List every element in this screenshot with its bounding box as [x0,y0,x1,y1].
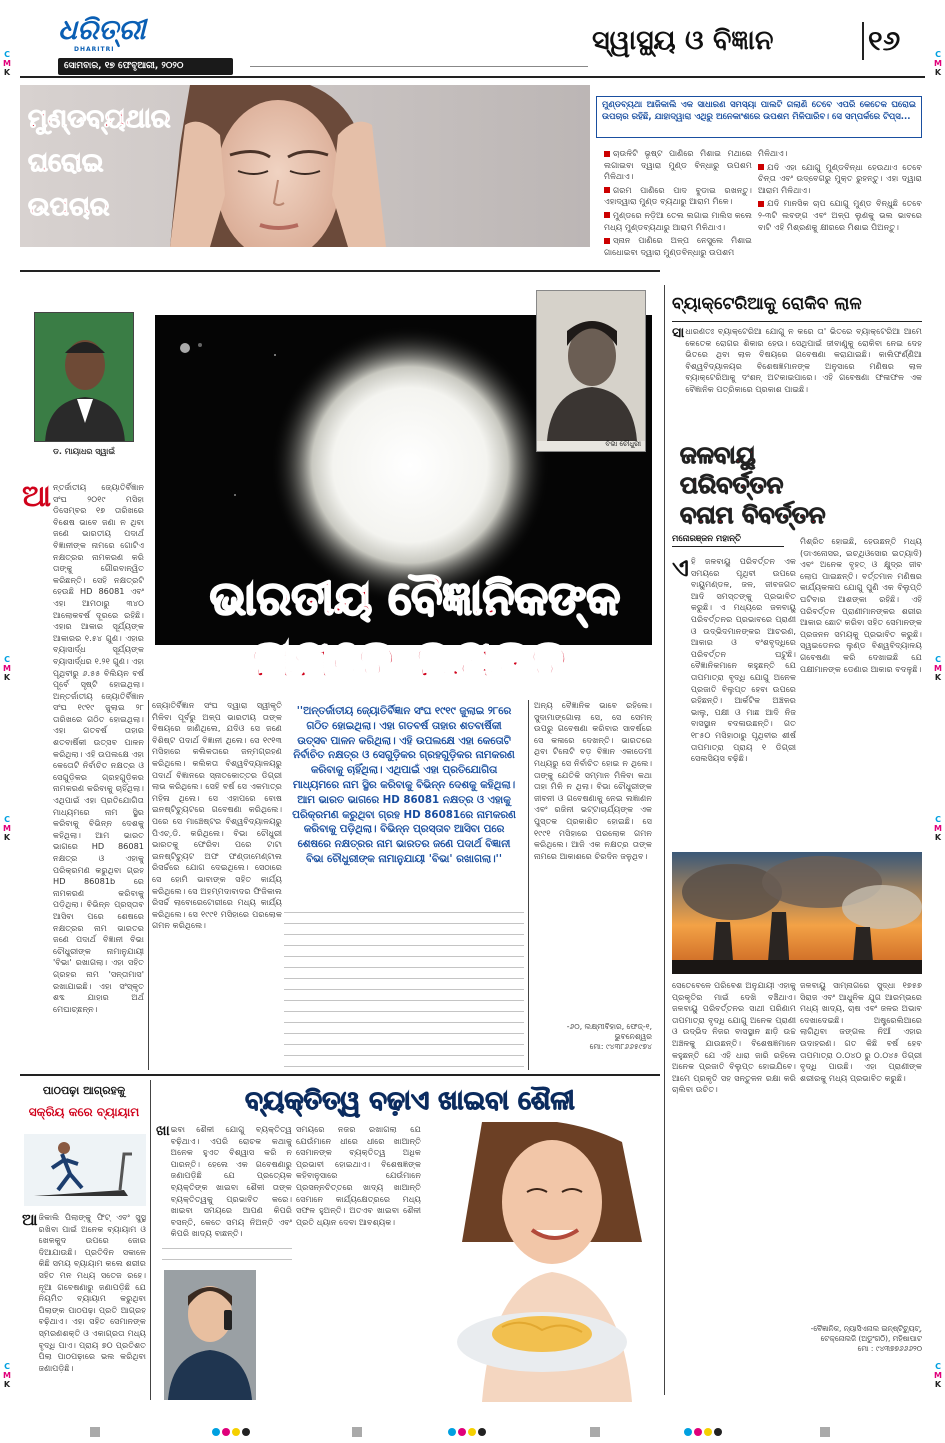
logo-text: ଧରିତ୍ରୀ [58,13,146,46]
exercise-title [22,1080,146,1128]
bacteria-body [672,326,922,428]
exercise-title-line2: ସକ୍ରିୟ କରେ ବ୍ୟାୟାମ [28,1105,140,1119]
lower-section-rule [20,1074,660,1076]
treadmill-runner-illustration [24,1134,146,1206]
star-text-col3 [284,912,524,1072]
headache-title-line1: ମୁଣ୍ଡବ୍ୟଥାର [28,104,171,134]
star-text-col2: ଜ୍ୟୋତିର୍ବିଜ୍ଞାନ ସଂଘ ଦ୍ୱାରା ସ୍ୱୀକୃତି ମିଳିବା ପୂର୍ବରୁ ଅଳ୍ପ ଭାରତୀୟ ତାଙ୍କ ବିଷୟରେ ଜାଣିଥିଲେ, ଯଦିଓ ସେ ଜଣେ ବିଶିଷ୍ଟ ପଦାର୍ଥ ବିଜ୍ଞାନୀ ଥିଲେ। ସେ ୧୯୧୩ ମସିହାରେ କଲିକତାରେ ଜନ୍ମଗ୍ରହଣ କରିଥିଲେ। କଲିକତା ବିଶ୍ୱବିଦ୍ୟାଳୟରୁ ପଦାର୍ଥ ବିଜ୍ଞାନରେ ସ୍ନାତକୋତ୍ତର ଡିଗ୍ରୀ ଲାଭ କରିଥିଲେ। ସେହି ବର୍ଷ ସେ ଏକମାତ୍ର ମହିଳା ଥିଲେ। ସେ ଏହାପରେ ବୋଷ ଇନଷ୍ଟିଚ୍ୟୁଟରେ ଗବେଷଣା କରିଥିଲେ। ପରେ ସେ ମାଞ୍ଚେଷ୍ଟର ବିଶ୍ୱବିଦ୍ୟାଳୟରୁ ପିଏଚ୍.ଡି. କରିଥିଲେ। ବିଭା ଚୌଧୁରୀ ଭାରତକୁ ଫେରିବା ପରେ ଟାଟା ଇନଷ୍ଟିଚ୍ୟୁଟ ଅଫ ଫଣ୍ଡାମେଣ୍ଟାଲ ରିସର୍ଚ୍ଚରେ ଯୋଗ ଦେଇଥିଲେ। ସେଠାରେ ସେ ହୋମି ଭାବାଙ୍କ ସହିତ କାର୍ଯ୍ୟ କରିଥିଲେ। ସେ ଅହମ୍ମଦାବାଦର ଫିଜିକାଲ ରିସର୍ଚ୍ଚ ଲାବୋରେଟୋରୀରେ ମଧ୍ୟ କାର୍ଯ୍ୟ କରିଥିଲେ। ସେ ୧୯୯୧ ମସିହାରେ ପରଲୋକ ଗମନ କରିଥିଲେ। [152,700,282,931]
climate-signoff: -ବୈଜ୍ଞାନିକ, ନ୍ୟାସିଏନାଲ ଇନ୍ଷ୍ଟିଚ୍ୟୁଟ୍, ଟେକ୍ନୋଲଜି (ଅଡୁଂଗଠି), ମହିଷାପାଟ [810,1324,922,1343]
diet-title-box [164,1084,656,1118]
headache-title-line2: ଘରୋଇ [28,148,104,178]
registration-mark-mid-left: C M K [3,655,11,682]
exercise-title-line1: ପାଠପଢ଼ା ଆଗ୍ରହକୁ [42,1084,126,1097]
diet-text-3 [162,1248,292,1268]
star-pull-quote: ''ଅନ୍ତର୍ଜାତୀୟ ଜ୍ୟୋତିର୍ବିଜ୍ଞାନ ସଂଘ ୧୯୧୯ ଜୁଲାଇ ୨୮ରେ ଗଠିତ ହୋଇଥିଲା। ଏହା ଗତବର୍ଷ ତାହାର ଶତବାର୍ଷିକୀ ଉତ୍ସବ ପାଳନ କରିଥିଲା। ଏହି ଉପଲକ୍ଷେ ଏହା କେତୋଟି ନିର୍ବାଚିତ ନକ୍ଷତ୍ର ଓ ସେଗୁଡ଼ିକର ଗ୍ରହଗୁଡ଼ିକର ନାମକରଣ କରିବାକୁ ଚାହିଁଥିଲା। ଏଥିପାଇଁ ଏହା ପ୍ରତିଯୋଗିତା ମାଧ୍ୟମରେ ନାମ ସ୍ଥିର କରିବାକୁ ବିଭିନ୍ନ ଦେଶକୁ କହିଥିଲା। ଆମ ଭାରତ ଭାଗରେ HD 86081 ନକ୍ଷତ୍ର ଓ ଏହାକୁ ପରିକ୍ରମଣ କରୁଥିବା ଗ୍ରହ HD 86081ରେ ନାମକରଣ କରିବାକୁ ପଡ଼ିଥିଲା। ବିଭିନ୍ନ ପ୍ରସ୍ତାବ ଆସିବା ପରେ ଶେଷରେ ନକ୍ଷତ୍ରର ନାମ ଭାରତର ଜଣେ ପଦାର୍ଥ ବିଜ୍ଞାନୀ ବିଭା ଚୌଧୁରୀଙ୍କ ନାମାନୁଯାୟୀ 'ବିଭା' ରଖାଗଲା।'' [292,705,516,865]
exercise-body [22,1212,146,1402]
author-portrait [35,313,134,442]
factory-smoke-illustration [672,852,922,974]
tip-item: ଯଦି ଏହା ଯୋଗୁ ମୁଣ୍ଡବିନ୍ଧା ହେଉଥାଏ ତେବେ ଚିନ୍ତା ଏବଂ ଉଦ୍ବେଗରୁ ମୁକ୍ତ ରୁହନ୍ତୁ। ଏହା ଦ୍ୱାରା ଆରାମ ମିଳିଥାଏ। [758,161,922,195]
column-divider [148,700,149,1070]
right-column-divider [664,285,665,1395]
man-on-phone-illustration [164,1270,256,1400]
tip-item: ମୁଣ୍ଡରେ ନଡ଼ିଆ ତେଲ ଲଗାଇ ମାଲିସ କଲେ ମଧ୍ୟ ମୁଣ୍ଡବ୍ୟଥାରୁ ଆରାମ ମିଳିଥାଏ। [604,209,752,232]
diet-column-1 [156,1124,292,1244]
section-header [592,18,892,64]
climate-title-line1: ଜଳବାୟୁ [680,441,756,469]
climate-column-3 [672,980,796,1380]
bacteria-title: ବ୍ୟାକ୍ଟେରିଆକୁ ରୋକିବ ଲାଳ [672,294,862,314]
column-divider [528,700,529,1070]
star-text-col1: ନ୍ତର୍ଜାତୀୟ ଜ୍ୟୋତିର୍ବିଜ୍ଞାନ ସଂଘ ୨୦୧୯ ମସିହା ଡିସେମ୍ବର ୧୭ ତାରିଖରେ ବିଶେଷ ଭାବେ ଜଣା ନ ଥିବା ଜଣେ ଭାରତୀୟ ପଦାର୍ଥ ବିଜ୍ଞାନୀଙ୍କ ନାମରେ ଗୋଟିଏ ନକ୍ଷତ୍ରର ନାମକରଣ କରି ତାଙ୍କୁ ଗୌରବାନ୍ୱିତ କରିଛନ୍ତି। ସେହି ନକ୍ଷତ୍ରଟି ହେଉଛି HD 86081 ଏବଂ ଏହା ଆମଠାରୁ ୩୪୦ ଆଲୋକବର୍ଷ ଦୂରରେ ରହିଛି। ଏହାର ଆକାର ସୂର୍ଯ୍ୟଙ୍କ ଆକାରର ୧.୫୪ ଗୁଣ। ଏହାର ବ୍ୟାସାର୍ଦ୍ଧ ସୂର୍ଯ୍ୟଙ୍କ ବ୍ୟାସାର୍ଦ୍ଧର ୧.୨୧ ଗୁଣ। ଏହା ପୃଥିବୀରୁ ୬.୫୫ ବିଲିୟନ ବର୍ଷ ପୂର୍ବେ ସୃଷ୍ଟି ହୋଇଥିଲା। ଅନ୍ତର୍ଜାତୀୟ ଜ୍ୟୋତିର୍ବିଜ୍ଞାନ ସଂଘ ୧୯୧୯ ଜୁଲାଇ ୨୮ ତାରିଖରେ ଗଠିତ ହୋଇଥିଲା। ଏହା ଗତବର୍ଷ ତାହାର ଶତବାର୍ଷିକୀ ଉତ୍ସବ ପାଳନ କରିଥିଲା। ଏହି ଉପଲକ୍ଷେ ଏହା କେତୋଟି ନିର୍ବାଚିତ ନକ୍ଷତ୍ର ଓ ସେଗୁଡ଼ିକର ଗ୍ରହଗୁଡ଼ିକର ନାମକରଣ କରିବାକୁ ଚାହିଁଥିଲା। ଏଥିପାଇଁ ଏହା ପ୍ରତିଯୋଗିତା ମାଧ୍ୟମରେ ନାମ ସ୍ଥିର କରିବାକୁ ବିଭିନ୍ନ ଦେଶକୁ କହିଥିଲା। ଆମ ଭାରତ ଭାଗରେ HD 86081 ନକ୍ଷତ୍ର ଓ ଏହାକୁ ପରିକ୍ରମଣ କରୁଥିବା ଗ୍ରହ HD 86081b ରେ ନାମକରଣ କରିବାକୁ ପଡ଼ିଥିଲା। ବିଭିନ୍ନ ପ୍ରସ୍ତାବ ଆସିବା ପରେ ଶେଷରେ ନକ୍ଷତ୍ରର ନାମ ଭାରତର ଜଣେ ପଦାର୍ଥ ବିଜ୍ଞାନୀ ବିଭା ଚୌଧୁରୀଙ୍କ ନାମାନୁଯାୟୀ 'ବିଭା' ରଖାଗଲା। ଏହା ସହିତ ଗ୍ରହର ନାମ 'ସନ୍ତାମାସ' ରଖାଯାଇଛି। ଏହା ସଂସ୍କୃତ ଶବ୍ଦ ଯାହାର ଅର୍ଥ ମେଘାଚ୍ଛନ୍ନ। [53,482,144,1014]
dropcap: ଖା [156,1123,170,1139]
bullet-icon [758,201,764,207]
climate-author: ମନୋରଞ୍ଜନ ମହାନ୍ତି [672,534,784,547]
bacteria-title-box [672,290,922,318]
star-column-4 [534,700,652,1070]
page-number-text: ୧୬ [868,24,901,57]
climate-author-box [672,534,784,547]
star-headline-2 [200,630,620,690]
star-phone: ମୋ: ୯୪୩୮୬୬୫୯୭୪ [589,1042,652,1051]
bullet-icon [604,238,610,244]
registration-mark-bottom-right: C M K [934,1362,942,1389]
bullet-icon [604,187,610,193]
bullet-icon [758,164,764,170]
climate-column-1 [672,556,796,846]
climate-title-line2: ପରିବର୍ତ୍ତନ [680,471,784,499]
bullet-icon [604,151,610,157]
headache-intro: ମୁଣ୍ଡବ୍ୟଥା ଆଜିକାଲି ଏକ ସାଧାରଣ ସମସ୍ୟା ପାଲଟି ଗଲାଣି ତେବେ ଏପରି କେତେକ ଘରୋଇ ଉପଚାର ରହିଛି, ଯାହାଦ୍ୱାରା ଏଥିରୁ ଅନେକାଂଶରେ ଉପଶମ ମିଳିପାରିବ। ସେ ସମ୍ପର୍କରେ ଟିପ୍ସ... [602,100,916,122]
tip-item: ଚାଉଳିଟି ଭୃଷ୍ଟ ପାଣିରେ ମିଶାଇ ମଥାରେ ଲଗାଇବା ଦ୍ୱାରା ମୁଣ୍ଡ ବିନ୍ଧାରୁ ଉପଶମ ମିଳିଥାଏ। [604,148,752,182]
registration-mark-lower-right: C M K [934,815,942,842]
page-number-divider [862,22,864,60]
climate-photo [672,852,922,974]
registration-mark-top-left: C M K [3,50,11,77]
column-divider [150,1080,151,1400]
headache-intro-box [596,96,922,138]
woman-pasta-photo [422,1122,656,1402]
exercise-text: ଜିକାଲି ପିଲାଙ୍କୁ ଫିଟ୍ ଏବଂ ସୁସ୍ଥ ରଖିବା ପାଇଁ ଅନେକ ବ୍ୟାୟାମ ଓ ଖେଳକୁଦ ଉପରେ ଜୋର ଦିଆଯାଉଛି। ପ୍ରତିଦିନ ସକାଳେ କିଛି ସମୟ ବ୍ୟାୟାମ କଲେ ଶରୀର ସହିତ ମନ ମଧ୍ୟ ସତେଜ ରହେ। ନୂଆ ଗବେଷଣାରୁ ଜଣାପଡ଼ିଛି ଯେ ନିୟମିତ ବ୍ୟାୟାମ କରୁଥିବା ପିଲାଙ୍କ ପାଠପଢ଼ା ପ୍ରତି ଆଗ୍ରହ ବଢ଼ିଥାଏ। ଏହା ସହିତ ସେମାନଙ୍କ ସ୍ମରଣଶକ୍ତି ଓ ଏକାଗ୍ରତା ମଧ୍ୟ ବୃଦ୍ଧି ପାଏ। ପ୍ରାୟ ୭୦ ପ୍ରତିଶତ ପିଲା ପାଠପଢ଼ାରେ ଭଲ କରିଥିବା ଜଣାପଡ଼ିଛି। [38,1212,146,1373]
star-byline: -୬୦, ଲକ୍ଷ୍ମୀବିହାର, ଫେଜ୍-୧, ଭୁବନେଶ୍ୱର [566,1022,652,1041]
dropcap: ସା [672,325,685,341]
author-photo [34,312,134,442]
printer-color-marks [90,1426,910,1438]
climate-text-1: ହି ଜଳବାୟୁ ପରିବର୍ତ୍ତନ ଏକ ସମୟରେ ପୃଥିବୀ ଉପରେ ବାୟୁମଣ୍ଡଳ, ଜଳ, ଜୀବଜଗତ ଆଦି ସମସ୍ତଙ୍କୁ ପ୍ରଭାବିତ କରୁଛି। ଏ ମଧ୍ୟରେ ଜଳବାୟୁ ପରିବର୍ତ୍ତନର ପ୍ରଭାବରେ ପ୍ରାଣୀ ଓ ଉଦ୍ଭିଦମାନଙ୍କର ଆଚରଣ, ଆକାର ଓ ବଂଶବୃଦ୍ଧିରେ ପରିବର୍ତ୍ତନ ଘଟୁଛି। ବୈଜ୍ଞାନିକମାନେ କହୁଛନ୍ତି ଯେ ତାପମାତ୍ରା ବୃଦ୍ଧି ଯୋଗୁ ଅନେକ ପ୍ରଜାତି ବିଲୁପ୍ତ ହେବା ଉପରେ ରହିଛନ୍ତି। ଆର୍କଟିକ ଅଞ୍ଚଳର ଭାଲୁ, ପକ୍ଷୀ ଓ ମାଛ ଆଦି ନିଜ ବାସସ୍ଥାନ ବଦଳାଉଛନ୍ତି। ଗତ ୧୮୫୦ ମସିହାଠାରୁ ପୃଥିବୀର ଶୀର୍ଷ ତାପମାତ୍ରା ପ୍ରାୟ ୧ ଡିଗ୍ରୀ ସେଲସିୟସ ବଢ଼ିଛି। [690,556,796,764]
masthead-logo [58,13,146,56]
section-title: ସ୍ୱାସ୍ଥ୍ୟ ଓ ବିଜ୍ଞାନ [592,25,774,56]
diet-title: ବ୍ୟକ୍ତିତ୍ୱ ବଢ଼ାଏ ଖାଇବା ଶୈଳୀ [245,1086,575,1116]
bacteria-rule [672,321,922,322]
star-headline-line2: ନାମରେ ନକ୍ଷତ୍ର [250,630,570,690]
dropcap: ଏ [672,554,689,582]
climate-text-4: ଜଳବାୟୁ ସାମ୍ନାଗରେ ସୁଦ୍ଧା ୧୭୫୭ ସିରାଜ ଏବଂ ଆଧୁନିକ ଯୁଗ ଆରମ୍ଭରେ ମଧ୍ୟ ଖାଦ୍ୟ, ଚାଷ ଏବଂ ଜଳର ଅଭାବ ଦେଖାଦେଇଛି। ଅଷ୍ଟ୍ରେଲିଆରେ ଲାଗିଥିବା ଜଙ୍ଗଲ ନିଆଁ ଏହାର ଉଦାହରଣ। ଗତ କିଛି ବର୍ଷ ହେବ ତାପମାତ୍ରା ୦.୦୪୦ ରୁ ୦.୦୪୫ ଡିଗ୍ରୀ ବୃଦ୍ଧି ପାଉଛି। ଏହା ପ୍ରାଣୀଙ୍କ ଶରୀରକୁ ମଧ୍ୟ ପ୍ରଭାବିତ କରୁଛି। [800,980,922,1083]
dropcap: ଆ [22,479,52,514]
star-text-col4: ଅନ୍ୟ ବୈଜ୍ଞାନିକ ଭାବେ ରହିଲେ। ସୁଦାମାଙ୍ଗୋଲା ସେ, ସେ ସେମନ୍ ଉପରୁ ଗବେଷଣା କରିବାର ସାବର୍ଷରେ ସେ କଳାରେ ଦେଖନ୍ତି। ଭାରତରେ ଥିବା ଟିନୋଟି ବଡ଼ ବିଜ୍ଞାନ ଏକାଡେମୀ ମଧ୍ୟରୁ ସେ ନିର୍ବାଚିତ ହୋଇ ନ ଥିଲେ। ତାଙ୍କୁ ଯେତିକି ସମ୍ମାନ ମିଳିବା କଥା ତାହା ମିଳି ନ ଥିଲା। ବିଭା ଚୌଧୁରୀଙ୍କ ଜୀବନୀ ଓ ଗବେଷଣାକୁ ନେଇ ଲଜ୍ଞାଣନ ଏବଂ ରଜିନୀ ଭଟ୍ଟାଚାର୍ଯ୍ୟଙ୍କ ଏକ ପୁସ୍ତକ ପ୍ରକାଶିତ ହୋଇଛି। ସେ ୧୯୯୧ ମସିହାରେ ପରଲୋକ ଗମନ କରିଥିଲେ। ଆଜି ଏକ ନକ୍ଷତ୍ର ତାଙ୍କ ନାମରେ ଆକାଶରେ ଚିରଦିନ ଜଳୁଥିବ। [534,700,652,861]
climate-text-3: ସେତେବେଳେ ପରିବେଶ ଅନୁଯାୟୀ ଏହାକୁ ପ୍ରକୃତିର ମାଇଁ ଦେଖି ବଞ୍ଚିଥାଏ। ଜଳବାୟୁ ପରିବର୍ତ୍ତନର ସାଥୀ ପରିଣାମ ତାପମାତ୍ରା ବୃଦ୍ଧି ଯୋଗୁ ଅନେକ ପ୍ରାଣୀ ଓ ଉଦ୍ଭିଦ ନିଜର ବାସସ୍ଥାନ ଛାଡ଼ି ଉଚ୍ଚ ଅଞ୍ଚଳକୁ ଯାଉଛନ୍ତି। ବିଶେଷଜ୍ଞମାନେ କହୁଛନ୍ତି ଯେ ଏହି ଧାରା ଜାରି ରହିଲେ ଅନେକ ପ୍ରଜାତି ବିଲୁପ୍ତ ହୋଇଯିବେ। ଆମେ ପ୍ରକୃତି ସହ ସନ୍ତୁଳନ ରକ୍ଷା କରି ଚାଲିବା ଉଚିତ। [672,980,796,1095]
bottom-printer-strip [90,1423,910,1435]
climate-title [672,440,927,530]
tip-item: ସ୍ନାନ ପାଣିରେ ଅଳ୍ପ ନେସୁଲେ ମିଶାଇ ଗାଧୋଇବା ଦ୍ୱାରା ମୁଣ୍ଡବିନ୍ଧାରୁ ଉପଶମ [604,235,752,257]
bibha-photo [536,290,646,452]
climate-column-4 [800,980,922,1380]
author-caption: ଡ. ମାୟାଧର ସ୍ୱାଇଁ [53,447,115,456]
man-phone-photo [164,1270,256,1400]
issue-date: ସୋମବାର, ୧୭ ଫେବୃଆରୀ, ୨୦୨୦ [64,61,184,71]
climate-phone: ମୋ : ୯୪୩୭୭୬୬୬୨୦ [857,1344,922,1353]
star-column-2 [152,700,282,1070]
climate-title-line3: ବନାମ ବିବର୍ତ୍ତନ [680,501,826,529]
registration-mark-bottom-left: C M K [3,1362,11,1389]
star-column-1 [22,479,144,1072]
tip-item: ମିଳିଥାଏ। [758,148,788,158]
headache-title-line3: ଉପଚାର [28,192,110,222]
date-bar [58,58,233,75]
woman-eating-pasta-illustration [422,1122,656,1402]
registration-mark-lower-left: C M K [3,815,11,842]
diet-text-2: ସମୟରେ ନଜର ରଖାଗଲା ଯେ ଯେଉଁମାନେ ଧୀରେ ଧୀରେ ଖାଆନ୍ତି ସେମାନଙ୍କ ବ୍ୟକ୍ତିତ୍ୱ ଅଧିକ ପ୍ରଭାବୀ ହୋଇଥାଏ। ବିଶେଷଜ୍ଞଙ୍କ କହିବାନୁସାରେ ଯେଉଁମାନେ ପ୍ରସନ୍ନଚିତ୍ତରେ ଖାଦ୍ୟ ଖାଆନ୍ତି ସେମାନେ କାର୍ଯ୍ୟକ୍ଷେତ୍ରରେ ମଧ୍ୟ ସଫଳ ହୁଅନ୍ତି। ଅତଏବ ଖାଇବା ଶୈଳୀ ପ୍ରତି ଧ୍ୟାନ ଦେବା ଆବଶ୍ୟକ। [296,1124,421,1227]
star-column-3 [284,700,524,1070]
diet-column-2 [296,1124,421,1244]
tip-item: ଯଦି ମାନସିକ ଚାପ ଯୋଗୁ ମୁଣ୍ଡ ବିନ୍ଧୁଛି ତେବେ ୨-୩ଟି ଲବଙ୍ଗ ଏବଂ ଅଳ୍ପ ଲୁଣକୁ ଭଲ ଭାବରେ ବାଟି ଏହି ମିଶ୍ରଣକୁ କ୍ଷୀରରେ ମିଶାଇ ପିଅନ୍ତୁ। [758,198,922,232]
diet-text-1: ଇବା ଶୈଳୀ ଯୋଗୁ ବ୍ୟକ୍ତିତ୍ୱ ବଢ଼ିଥାଏ। ଏପରି ରୋଚକ କଥାକୁ ଅନେକ ହୁଏତ ବିଶ୍ୱାସ କରି ନ ପାରନ୍ତି। ହେଲେ ଏକ ଗବେଷଣାରୁ ଜଣାପଡ଼ିଛି ଯେ ପ୍ରତ୍ୟେକ ବ୍ୟକ୍ତିଙ୍କ ଖାଇବା ଶୈଳୀ ତାଙ୍କ ବ୍ୟକ୍ତିତ୍ୱକୁ ପ୍ରଭାବିତ କରେ। ଖାଇବା ସମୟରେ ଆପଣ କିପରି ବସନ୍ତି, କେତେ ସମୟ ନିଅନ୍ତି ଏବଂ କିପରି ଖାଦ୍ୟ ବାଛନ୍ତି। [170,1124,292,1239]
logo-sub: DHARITRI [74,46,115,53]
dropcap: ଆ [22,1210,38,1229]
star-headline-line1: ଭାରତୀୟ ବୈଜ୍ଞାନିକଙ୍କ [209,571,621,625]
star-headline [165,572,665,624]
bacteria-text: ଧାରଣତଃ ବ୍ୟାକ୍ଟେରିଆ ଯୋଗୁ ନ କରେ ତା' ଭିତରେ ବ୍ୟାକ୍ଟେରିଆ ଆମେ କେତେକ ରୋଗର ଶିକାର ହେଉ। ସେଥିପାଇଁ ଜୀବାଣୁକୁ ରୋକିବା ନେଇ ଦେହ ଭିତରେ ଥିବା ଲାଳ ବିଷୟରେ ଗବେଷଣା କରାଯାଇଛି। କାଲିଫର୍ଣ୍ଣିଆ ବିଶ୍ୱବିଦ୍ୟାଳୟର ବିଶେଷଜ୍ଞମାନଙ୍କ ଅନୁସାରେ ମଣିଷର ଲାଳ ବ୍ୟାକ୍ଟେରିଆକୁ ଦଂଶନ୍ ଅଟକାଇପାରେ। ଏହି ଗବେଷଣା ଫଳାଫଳ ଏକ ବୈଜ୍ଞାନିକ ପତ୍ରିକାରେ ପ୍ରକାଶ ପାଇଛି। [685,326,922,394]
treadmill-photo [24,1134,146,1206]
headache-photo [20,85,590,247]
bullet-icon [604,212,610,218]
registration-mark-top-right: C M K [934,50,942,77]
headache-bottom-rule [20,270,660,272]
bibha-caption: ବିଭା ଚୌଧୁରୀ [605,440,641,448]
climate-column-2 [800,536,922,846]
headache-tips-left [604,148,752,257]
masthead-bottom-rule [20,76,925,78]
masthead-rule [250,66,588,67]
page-number [868,18,923,64]
registration-mark-mid-right: C M K [934,655,942,682]
bibha-portrait [537,291,646,441]
headache-tips-right [758,148,922,248]
climate-text-2: ମିଶ୍ରିତ ହୋଇଛି, ହେଉଛନ୍ତି ମଧ୍ୟ (ଡାଏନୋସର, ଇଚ୍ଥିଓସୋର ଇତ୍ୟାଦି) ଏବଂ ଅନେକ ବୃହତ୍ ଓ କ୍ଷୁଦ୍ର ଜୀବ ଲୋପ ପାଇଛନ୍ତି। ବର୍ତ୍ତମାନ ମଣିଷର କାର୍ଯ୍ୟକଳାପ ଯୋଗୁ ପୁଣି ଏକ ବିଲୁପ୍ତି ଘଟିବାର ଆଶଙ୍କା ରହିଛି। ଏହି ପରିବର୍ତ୍ତନ ପ୍ରାଣୀମାନଙ୍କର ଶରୀର ଆକାର ଛୋଟ କରିବା ସହିତ ସେମାନଙ୍କ ପ୍ରଜନନ ସମୟକୁ ପ୍ରଭାବିତ କରୁଛି। ସ୍ୱଇଡେନର ଲୁଣ୍ଡ ବିଶ୍ୱବିଦ୍ୟାଳୟ ଗବେଷଣା କରି ଦେଖାଇଛି ଯେ ପକ୍ଷୀମାନଙ୍କ ଡେଣାର ଆକାର ବଦଳୁଛି। [800,536,922,674]
headache-title [28,97,171,229]
tip-item: ଗରମ ପାଣିରେ ପାଦ ବୁଡାଇ ରଖନ୍ତୁ। ଏହାଦ୍ୱାରା ମୁଣ୍ଡ ବ୍ୟଥାରୁ ଆରାମ ମିଳେ। [604,184,752,207]
